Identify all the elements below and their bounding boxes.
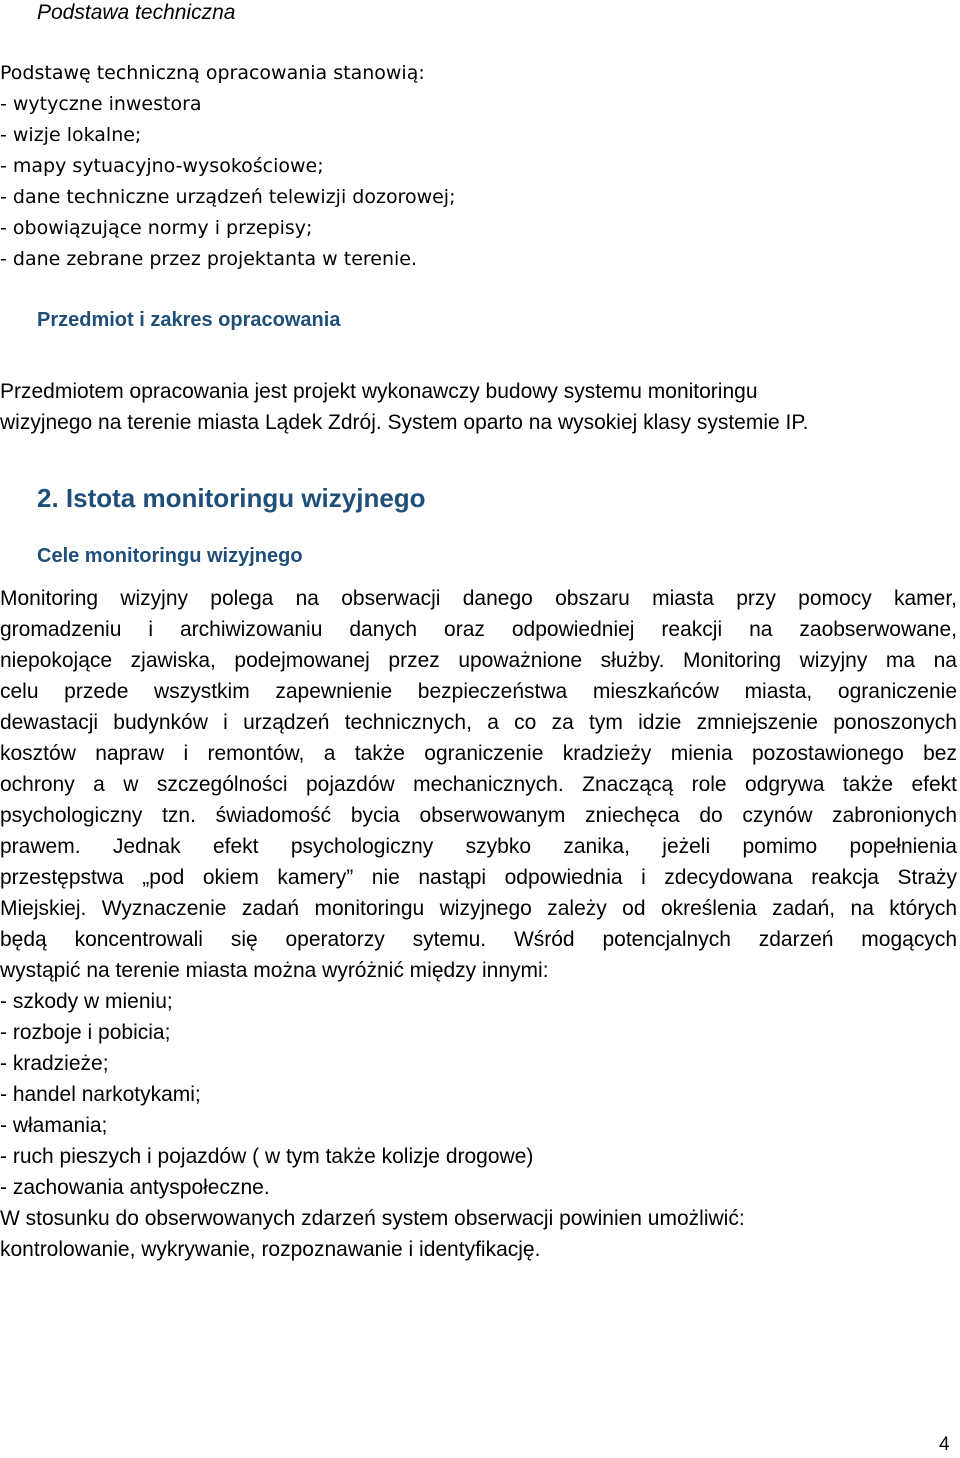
paragraph-line: przestępstwa „pod okiem kamery” nie nastąpi odpowiednia i zdecydowana reakcja Straży (0, 866, 957, 889)
list-item: - wizje lokalne; (0, 124, 142, 146)
list-item: - mapy sytuacyjno-wysokościowe; (0, 155, 324, 177)
paragraph-line: dewastacji budynków i urządzeń technicznych, a co za tym idzie zmniejszenie ponoszonych (0, 711, 957, 734)
paragraph-line: wystąpić na terenie miasta można wyróżnić między innymi: (0, 959, 549, 982)
chapter-heading: 2. Istota monitoringu wizyjnego (37, 483, 426, 513)
list-item: - włamania; (0, 1114, 108, 1137)
list-item: - handel narkotykami; (0, 1083, 201, 1106)
basis-list (0, 89, 456, 275)
paragraph-line: gromadzeniu i archiwizowaniu danych oraz odpowiedniej reakcji na zaobserwowane, (0, 618, 957, 641)
page-number: 4 (939, 1434, 950, 1455)
monitoring-paragraph (0, 583, 957, 1265)
list-item: - dane zebrane przez projektanta w terenie. (0, 248, 418, 270)
list-item: - wytyczne inwestora (0, 93, 202, 115)
list-item: - szkody w mieniu; (0, 990, 173, 1013)
paragraph-line: psychologiczny tzn. świadomość bycia obserwowanym zniechęca do czynów zabronionych (0, 804, 957, 827)
paragraph-line: ochrony a w szczególności pojazdów mechanicznych. Znaczącą role odgrywa także efekt (0, 773, 957, 796)
list-item: - obowiązujące normy i przepisy; (0, 217, 313, 239)
list-item: - zachowania antyspołeczne. (0, 1176, 270, 1199)
paragraph-line: W stosunku do obserwowanych zdarzeń system obserwacji powinien umożliwić: (0, 1207, 745, 1230)
list-item: - rozboje i pobicia; (0, 1021, 171, 1044)
section-heading-podstawa: Podstawa techniczna (37, 1, 236, 24)
list-item: - kradzieże; (0, 1052, 109, 1075)
paragraph-line: prawem. Jednak efekt psychologiczny szybko zanika, jeżeli pomimo popełnienia (0, 835, 957, 858)
paragraph-line: Monitoring wizyjny polega na obserwacji danego obszaru miasta przy pomocy kamer, (0, 587, 957, 610)
paragraph-line: wizyjnego na terenie miasta Lądek Zdrój. System oparto na wysokiej klasy systemie IP. (0, 411, 809, 434)
subsection-heading-cele: Cele monitoringu wizyjnego (37, 545, 303, 567)
paragraph-line: celu przede wszystkim zapewnienie bezpieczeństwa mieszkańców miasta, ograniczenie (0, 680, 957, 703)
paragraph-line: kosztów napraw i remontów, a także ograniczenie kradzieży mienia pozostawionego bez (0, 742, 957, 765)
paragraph-line: Przedmiotem opracowania jest projekt wykonawczy budowy systemu monitoringu (0, 380, 758, 403)
section-intro: Podstawę techniczną opracowania stanowią: (0, 62, 425, 84)
list-item: - ruch pieszych i pojazdów ( w tym także kolizje drogowe) (0, 1145, 534, 1168)
paragraph-line: będą koncentrowali się operatorzy sytemu. Wśród potencjalnych zdarzeń mogących (0, 928, 957, 951)
subject-paragraph (0, 376, 808, 438)
paragraph-line: niepokojące zjawiska, podejmowanej przez upoważnione służby. Monitoring wizyjny ma na (0, 649, 957, 672)
list-item: - dane techniczne urządzeń telewizji dozorowej; (0, 186, 456, 208)
paragraph-line: Miejskiej. Wyznaczenie zadań monitoringu wizyjnego zależy od określenia zadań, na których (0, 897, 957, 920)
paragraph-line: kontrolowanie, wykrywanie, rozpoznawanie i identyfikację. (0, 1238, 541, 1261)
section-heading-przedmiot: Przedmiot i zakres opracowania (37, 309, 341, 331)
